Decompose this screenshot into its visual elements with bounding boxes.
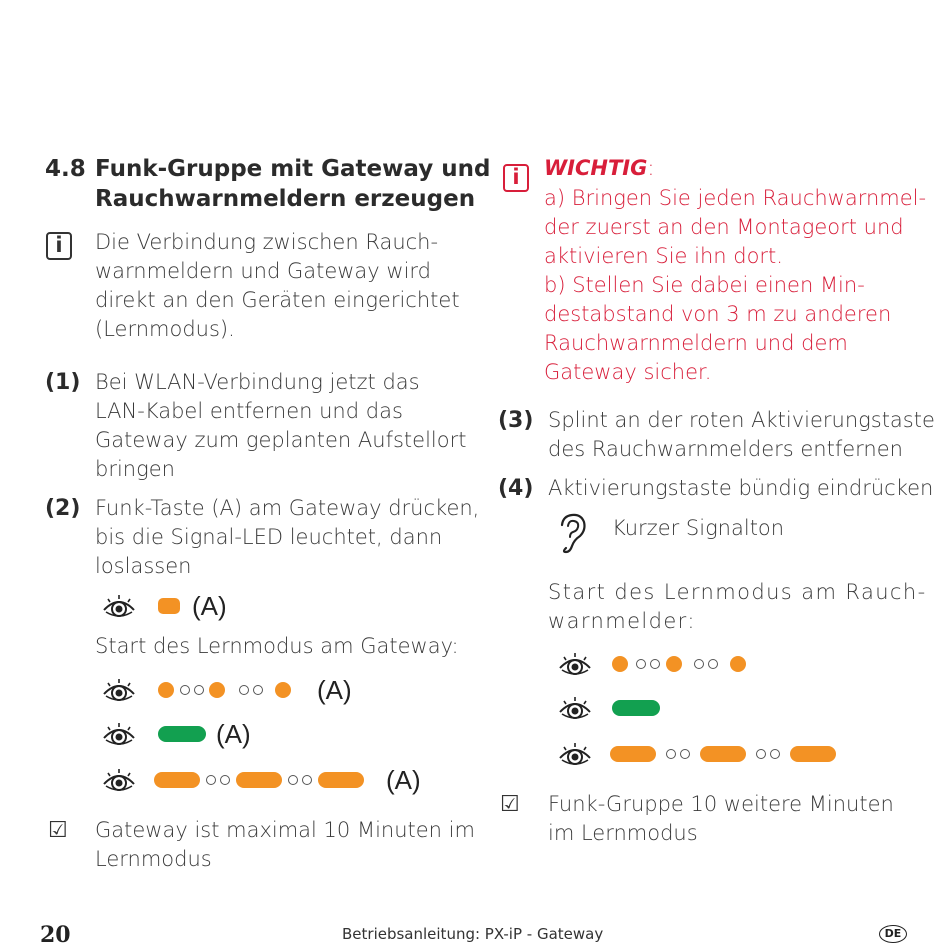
led-off-dot (666, 749, 676, 759)
led-orange-bar (154, 772, 200, 788)
led-off-dot (220, 775, 230, 785)
led-off-dot (708, 659, 718, 669)
checkbox-icon: ☑ (48, 818, 68, 843)
ear-icon (556, 512, 590, 558)
led-label: (A) (216, 719, 251, 749)
led-off-dot (239, 685, 249, 695)
info-line: (Lernmodus). (95, 317, 235, 341)
language-badge: DE (879, 925, 907, 943)
led-off-dot (756, 749, 766, 759)
led-off-dot (694, 659, 704, 669)
led-orange-dot (275, 682, 291, 698)
sound-text: Kurzer Signalton (612, 516, 785, 540)
step-3-number: (3) (498, 408, 534, 433)
led-orange-bar (318, 772, 364, 788)
step-2-number: (2) (45, 496, 81, 521)
info-paragraph (95, 228, 460, 344)
start-line: warnmelder: (548, 609, 696, 633)
eye-icon (556, 738, 594, 770)
eye-icon (100, 674, 138, 706)
step-line: des Rauchwarnmelders entfernen (548, 437, 903, 461)
led-indicator-row (556, 692, 660, 724)
led-indicator-row (100, 718, 251, 750)
led-orange-dot (158, 682, 174, 698)
led-off-dot (770, 749, 780, 759)
step-line: loslassen (95, 554, 192, 578)
result-text (95, 816, 475, 874)
step-3-text (548, 406, 935, 464)
info-line: direkt an den Geräten eingerichtet (95, 288, 460, 312)
notice-line: aktivieren Sie ihn dort. (544, 244, 783, 268)
start-learn-detector (548, 578, 927, 636)
led-orange-dot (666, 656, 682, 672)
led-orange-dot (209, 682, 225, 698)
led-label: (A) (386, 765, 421, 795)
led-off-dot (194, 685, 204, 695)
important-colon: : (647, 156, 655, 180)
step-line: bis die Signal-LED leuchtet, dann (95, 525, 443, 549)
important-notice (544, 184, 926, 387)
step-4-text: Aktivierungstaste bündig eindrücken (548, 476, 934, 500)
info-icon: i (46, 232, 72, 260)
led-off-dot (288, 775, 298, 785)
start-learn-gateway: Start des Lernmodus am Gateway: (95, 634, 459, 658)
step-2-text (95, 494, 479, 581)
led-orange-dot (730, 656, 746, 672)
led-off-dot (180, 685, 190, 695)
led-indicator-row (556, 738, 836, 770)
step-line: Splint an der roten Aktivierungstaste (548, 408, 935, 432)
eye-icon (556, 692, 594, 724)
start-line: Start des Lernmodus am Rauch- (548, 580, 927, 604)
notice-line: destabstand von 3 m zu anderen (544, 302, 892, 326)
led-orange-dot (612, 656, 628, 672)
important-title (544, 154, 654, 183)
led-off-dot (636, 659, 646, 669)
led-green-bar (158, 726, 206, 742)
section-title-line1: Funk-Gruppe mit Gateway und (95, 156, 491, 182)
step-4-number: (4) (498, 476, 534, 501)
notice-line: der zuerst an den Montageort und (544, 215, 904, 239)
step-line: Bei WLAN-Verbindung jetzt das (95, 370, 420, 394)
result-line: im Lernmodus (548, 821, 698, 845)
led-orange-bar (236, 772, 282, 788)
section-title-line2: Rauchwarnmeldern erzeugen (95, 186, 476, 212)
led-green-bar (612, 700, 660, 716)
step-line: LAN-Kabel entfernen und das (95, 399, 403, 423)
result-text (548, 790, 894, 848)
notice-line: Rauchwarnmeldern und dem (544, 331, 848, 355)
notice-line: b) Stellen Sie dabei einen Min- (544, 273, 865, 297)
notice-line: Gateway sicher. (544, 360, 712, 384)
step-1-number: (1) (45, 370, 81, 395)
step-1-text (95, 368, 466, 484)
eye-icon (100, 718, 138, 750)
notice-line: a) Bringen Sie jeden Rauchwarnmel- (544, 186, 927, 210)
eye-icon (100, 590, 138, 622)
led-off-dot (253, 685, 263, 695)
led-orange-bar (610, 746, 656, 762)
led-indicator-row (100, 764, 421, 796)
led-off-dot (680, 749, 690, 759)
info-line: Die Verbindung zwischen Rauch- (95, 230, 439, 254)
page-number: 20 (40, 922, 71, 948)
led-off-dot (302, 775, 312, 785)
step-line: bringen (95, 457, 175, 481)
eye-icon (556, 648, 594, 680)
result-line: Lernmodus (95, 847, 212, 871)
result-line: Funk-Gruppe 10 weitere Minuten (548, 792, 894, 816)
led-orange-bar (790, 746, 836, 762)
step-line: Funk-Taste (A) am Gateway drücken, (95, 496, 480, 520)
led-indicator-row (100, 590, 227, 622)
led-indicator-row (100, 674, 352, 706)
led-off-dot (206, 775, 216, 785)
important-label: WICHTIG (544, 156, 648, 180)
eye-icon (100, 764, 138, 796)
document-title: Betriebsanleitung: PX-iP - Gateway (342, 925, 604, 943)
led-off-dot (650, 659, 660, 669)
led-orange-bar (700, 746, 746, 762)
checkbox-icon: ☑ (500, 792, 520, 817)
led-label: (A) (317, 675, 352, 705)
led-orange-short (158, 598, 180, 614)
result-line: Gateway ist maximal 10 Minuten im (95, 818, 475, 842)
info-line: warnmeldern und Gateway wird (95, 259, 431, 283)
info-icon: i (503, 164, 529, 192)
led-indicator-row (556, 648, 746, 680)
led-label: (A) (192, 591, 227, 621)
section-number: 4.8 (45, 156, 86, 182)
step-line: Gateway zum geplanten Aufstellort (95, 428, 467, 452)
